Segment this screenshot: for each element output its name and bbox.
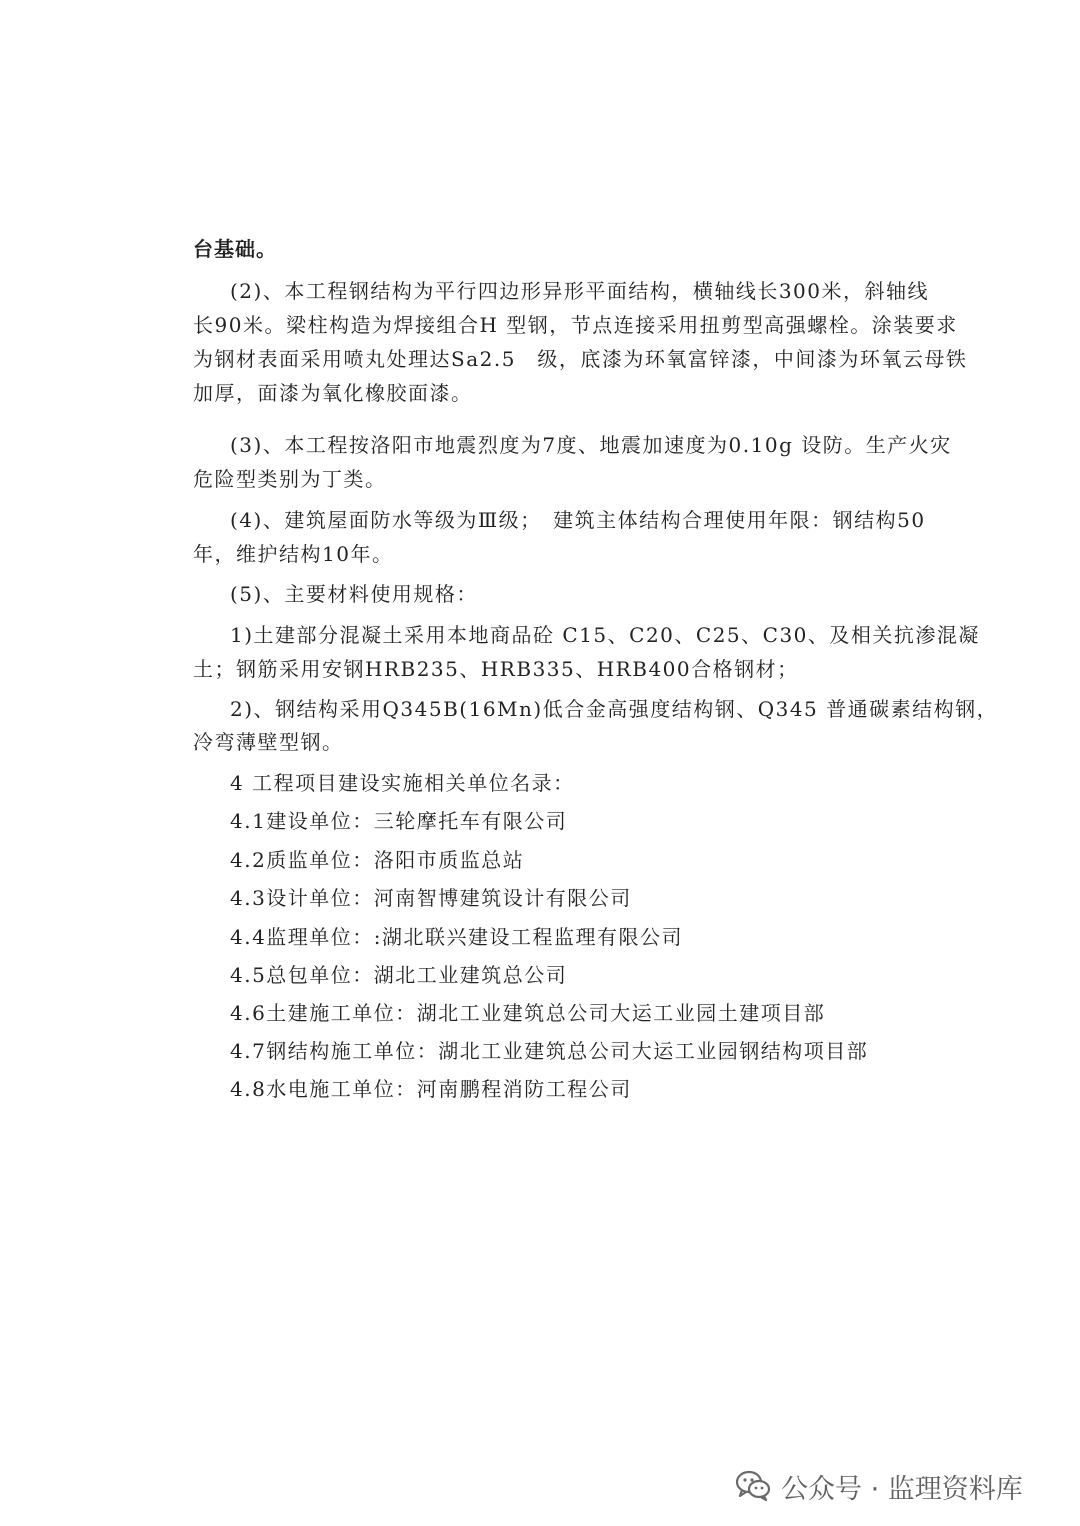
text-line: (3)、本工程按洛阳市地震烈度为7度、地震加速度为0.10g 设防。生产火灾 xyxy=(230,433,952,457)
unit-entry: 4.2质监单位：洛阳市质监总站 xyxy=(230,848,525,872)
unit-entry: 4.7钢结构施工单位：湖北工业建筑总公司大运工业园钢结构项目部 xyxy=(230,1039,869,1063)
text-line: 为钢材表面采用喷丸处理达Sa2.5 级，底漆为环氧富锌漆，中间漆为环氧云母铁 xyxy=(193,347,968,371)
text-line: (2)、本工程钢结构为平行四边形异形平面结构，横轴线长300米，斜轴线 xyxy=(230,279,930,303)
unit-entry: 4.4监理单位：:湖北联兴建设工程监理有限公司 xyxy=(230,925,684,949)
watermark xyxy=(735,1466,1023,1506)
text-line: 加厚，面漆为氧化橡胶面漆。 xyxy=(193,381,473,405)
wechat-icon xyxy=(735,1470,771,1502)
text-line: 土；钢筋采用安钢HRB235、HRB335、HRB400合格钢材； xyxy=(193,657,799,681)
text-line: (5)、主要材料使用规格： xyxy=(230,582,478,606)
unit-entry: 4.3设计单位：河南智博建筑设计有限公司 xyxy=(230,886,632,910)
unit-entry: 4.1建设单位：三轮摩托车有限公司 xyxy=(230,809,568,833)
text-line: 危险型类别为丁类。 xyxy=(193,467,387,491)
watermark-text: 公众号 · 监理资料库 xyxy=(781,1473,1023,1505)
unit-entry: 4.6土建施工单位：湖北工业建筑总公司大运工业园土建项目部 xyxy=(230,1001,826,1025)
unit-entry: 4.8水电施工单位：河南鹏程消防工程公司 xyxy=(230,1077,632,1101)
text-line: 台基础。 xyxy=(193,237,277,261)
text-line: (4)、建筑屋面防水等级为Ⅲ级； 建筑主体结构合理使用年限：钢结构50 xyxy=(230,508,926,532)
text-line: 冷弯薄壁型钢。 xyxy=(193,730,344,754)
text-line: 1)土建部分混凝土采用本地商品砼 C15、C20、C25、C30、及相关抗渗混凝 xyxy=(230,623,980,647)
text-line: 2)、钢结构采用Q345B(16Mn)低合金高强度结构钢、Q345 普通碳素结构钢， xyxy=(230,697,999,721)
text-line: 长90米。梁柱构造为焊接组合H 型钢，节点连接采用扭剪型高强螺栓。涂装要求 xyxy=(193,313,958,337)
section-title: 4 工程项目建设实施相关单位名录： xyxy=(230,771,575,795)
text-line: 年，维护结构10年。 xyxy=(193,542,394,566)
unit-entry: 4.5总包单位：湖北工业建筑总公司 xyxy=(230,963,568,987)
